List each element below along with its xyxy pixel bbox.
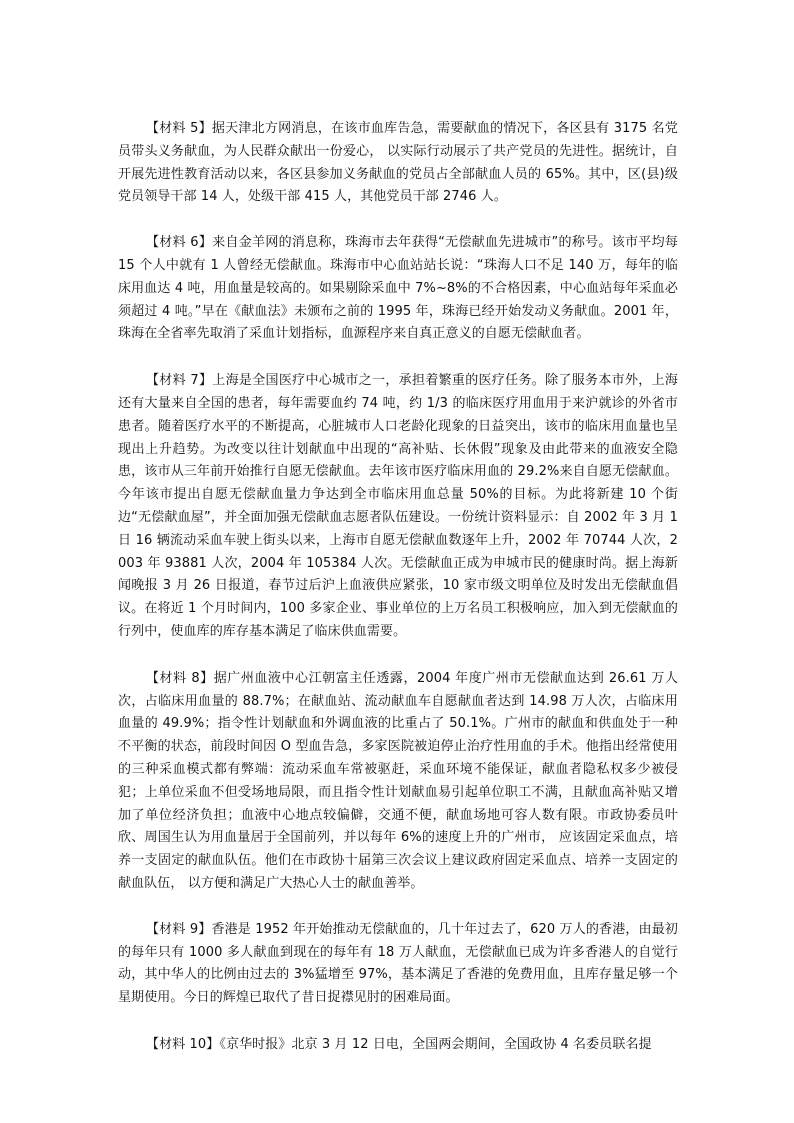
document-page <box>118 118 678 1081</box>
material-6-text: 来自金羊网的消息称，珠海市去年获得“无偿献血先进城市”的称号。该市平均每 15 个人中就有 1 人曾经无偿献血。珠海市中心血站站长说：“珠海人口不足 140 万，每年的临床用血达 4 吨，用血量是较高的。如果剔除采血中 7%~8%的不合格因素，中心血站每年采血必须超过 4 吨。”早在《献血法》未颁布之前的 1995 年，珠海已经开始发动义务献血。2001 年，珠海在全省率先取消了采血计划指标，血源程序来自真正意义的自愿无偿献血者。 <box>118 235 678 342</box>
material-5-label: 【材料 5】 <box>146 121 212 136</box>
material-9-text: 香港是 1952 年开始推动无偿献血的，几十年过去了，620 万人的香港，由最初的每年只有 1000 多人献血到现在的每年有 18 万人献血，无偿献血已成为许多香港人的自觉行动，其中华人的比例由过去的 3%猛增至 97%，基本满足了香港的免费用血，且库存量足够一个星期使用。今日的辉煌已取代了昔日捉襟见肘的困难局面。 <box>118 921 678 1006</box>
material-10-text: 《京华时报》北京 3 月 12 日电，全国两会期间，全国政协 4 名委员联名提 <box>219 1036 652 1052</box>
material-10-paragraph <box>118 1034 678 1057</box>
material-7-text: 上海是全国医疗中心城市之一，承担着繁重的医疗任务。除了服务本市外，上海还有大量来自全国的患者，每年需要血约 74 吨，约 1/3 的临床医疗用血用于来沪就诊的外省市患者。随着医疗水平的不断提高，心脏城市人口老龄化现象的日益突出，该市的临床用血量也呈现出上升趋势。为改变以往计划献血中出现的“高补贴、长休假”现象及由此带来的血液安全隐患，该市从三年前开始推行自愿无偿献血。去年该市医疗临床用血的 29.2%来自自愿无偿献血。今年该市提出自愿无偿献血量力争达到全市临床用血总量 50%的目标。为此将新建 10 个街边“无偿献血屋”，并全面加强无偿献血志愿者队伍建设。一份统计资料显示：自 2002 年 3 月 1 日 16 辆流动采血车驶上街头以来，上海市自愿无偿献血数逐年上升，2002 年 70744 人次，2003 年 93881 人次，2004 年 105384 人次。无偿献血正成为申城市民的健康时尚。据上海新闻晚报 3 月 26 日报道，春节过后沪上血液供应紧张，10 家市级文明单位及时发出无偿献血倡议。在将近 1 个月时间内，100 多家企业、事业单位的上万名员工积极响应，加入到无偿献血的行列中，使血库的库存基本满足了临床供血需要。 <box>118 373 678 639</box>
material-7-label: 【材料 7】 <box>146 373 213 389</box>
material-6-label: 【材料 6】 <box>146 235 213 251</box>
material-9-label: 【材料 9】 <box>146 921 212 937</box>
material-5-text: 据天津北方网消息，在该市血库告急，需要献血的情况下，各区县有 3175 名党员带头义务献血，为人民群众献出一份爱心， 以实际行动展示了共产党员的先进性。据统计，自开展先进性教育活动以来，各区县参加义务献血的党员占全部献血人员的 65%。其中，区(县)级党员领导干部 14 人，处级干部 415 人，其他党员干部 2746 人。 <box>118 121 678 205</box>
material-10-label: 【材料 10】 <box>146 1036 220 1052</box>
material-7-paragraph <box>118 370 678 644</box>
material-8-paragraph <box>118 668 678 896</box>
material-6-paragraph <box>118 232 678 346</box>
material-9-paragraph <box>118 919 678 1010</box>
material-8-label: 【材料 8】 <box>146 670 214 686</box>
material-5-paragraph <box>118 118 678 209</box>
material-8-text: 据广州血液中心江朝富主任透露，2004 年度广州市无偿献血达到 26.61 万人次，占临床用血量的 88.7%；在献血站、流动献血车自愿献血者达到 14.98 万人次，占临床用血量的 49.9%；指令性计划献血和外调血液的比重占了 50.1%。广州市的献血和供血处于一种不平衡的状态，前段时间因 O 型血告急，多家医院被迫停止治疗性用血的手术。他指出经常使用的三种采血模式都有弊端：流动采血车常被驱赶，采血环境不能保证，献血者隐私权多少被侵犯；上单位采血不但受场地局限，而且指令性计划献血易引起单位职工不满，且献血高补贴又增加了单位经济负担；血液中心地点较偏僻，交通不便，献血场地可容人数有限。市政协委员叶欣、周国生认为用血量居于全国前列，并以每年 6%的速度上升的广州市， 应该固定采血点，培养一支固定的献血队伍。他们在市政协十届第三次会议上建议政府固定采血点、培养一支固定的献血队伍， 以方便和满足广大热心人士的献血善举。 <box>118 670 678 891</box>
